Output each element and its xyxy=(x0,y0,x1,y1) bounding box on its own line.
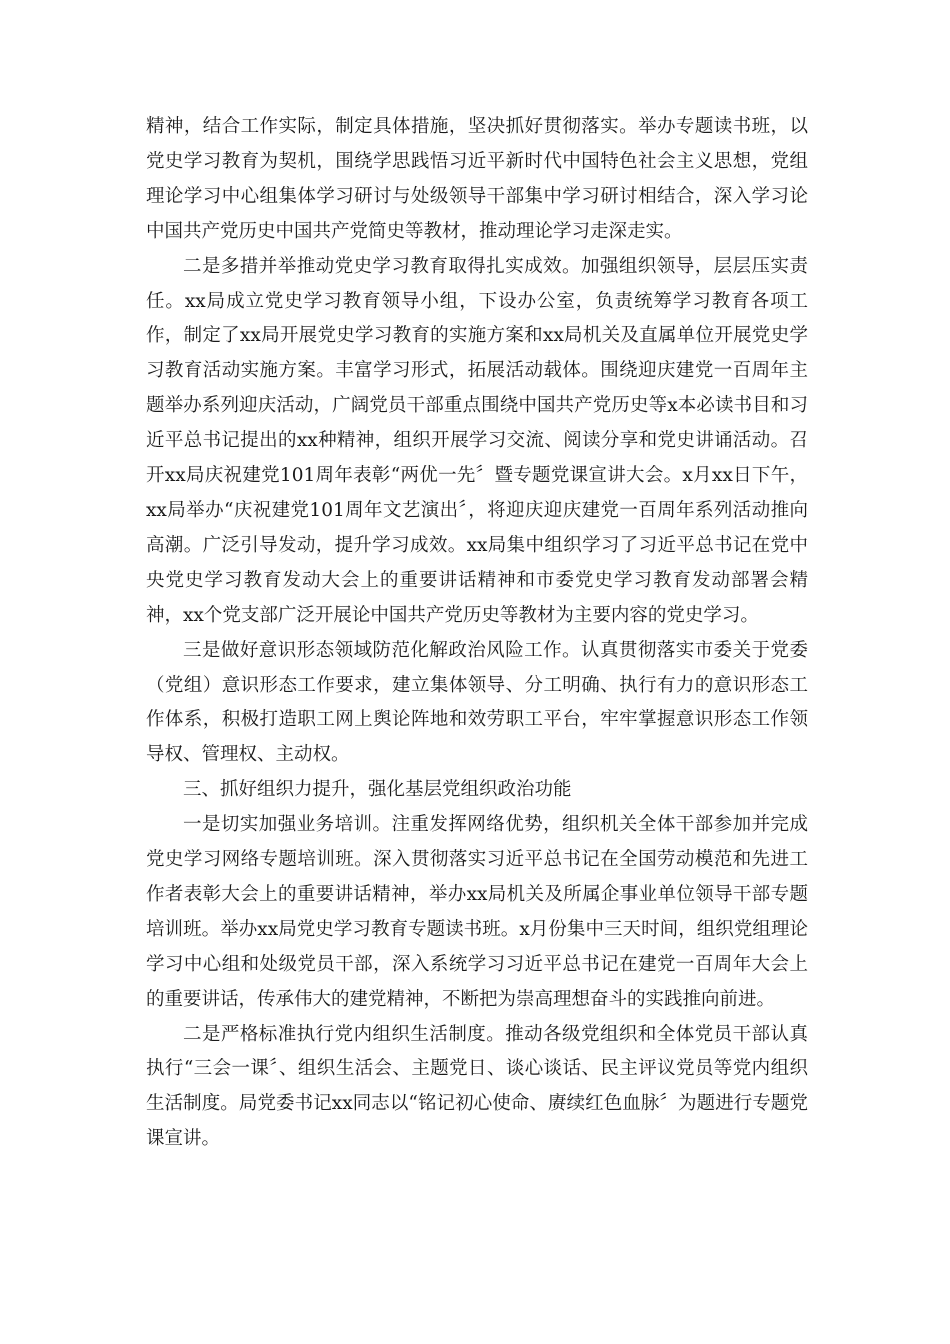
paragraph-organization-life: 二是严格标准执行党内组织生活制度。推动各级党组织和全体党员干部认真执行“三会一课〞、组织生活会、主题党日、谈心谈话、民主评议党员等党内组织生活制度。局党委书记xx同志以“铭记初心使命、赓续红色血脉〞为题进行专题党课宣讲。 xyxy=(146,1023,808,1150)
paragraph-business-training: 一是切实加强业务培训。注重发挥网络优势，组织机关全体干部参加并完成党史学习网络专题培训班。深入贯彻落实习近平总书记在全国劳动模范和先进工作者表彰大会上的重要讲话精神，举办xx局机关及所属企事业单位领导干部专题培训班。举办xx局党史学习教育专题读书班。x月份集中三天时间，组织党组理论学习中心组和处级党员干部，深入系统学习习近平总书记在建党一百周年大会上的重要讲话，传承伟大的建党精神，不断把为崇高理想奋斗的实践推向前进。 xyxy=(146,814,808,1010)
paragraph-party-history-education: 二是多措并举推动党史学习教育取得扎实成效。加强组织领导，层层压实责任。xx局成立党史学习教育领导小组，下设办公室，负责统筹学习教育各项工作，制定了xx局开展党史学习教育的实施方案和xx局机关及直属单位开展党史学习教育活动实施方案。丰富学习形式，拓展活动载体。围绕迎庆建党一百周年主题举办系列迎庆活动，广阔党员干部重点围绕中国共产党历史等x本必读书目和习近平总书记提出的xx种精神，组织开展学习交流、阅读分享和党史讲诵活动。召开xx局庆祝建党101周年表彰“两优一先〞暨专题党课宣讲大会。x月xx日下午，xx局举办“庆祝建党101周年文艺演出〞，将迎庆迎庆建党一百周年系列活动推向高潮。广泛引导发动，提升学习成效。xx局集中组织学习了习近平总书记在党中央党史学习教育发动大会上的重要讲话精神和市委党史学习教育发动部署会精神，xx个党支部广泛开展论中国共产党历史等教材为主要内容的党史学习。 xyxy=(146,255,808,626)
paragraph-ideology-work: 三是做好意识形态领域防范化解政治风险工作。认真贯彻落实市委关于党委（党组）意识形态工作要求，建立集体领导、分工明确、执行有力的意识形态工作体系，积极打造职工网上舆论阵地和效劳职工平台，牢牢掌握意识形态工作领导权、管理权、主动权。 xyxy=(146,639,808,766)
document-body xyxy=(146,110,808,1157)
paragraph-continuation: 精神，结合工作实际，制定具体措施，坚决抓好贯彻落实。举办专题读书班，以党史学习教育为契机，围绕学思践悟习近平新时代中国特色社会主义思想，党组理论学习中心组集体学习研讨与处级领导干部集中学习研讨相结合，深入学习论中国共产党历史中国共产党简史等教材，推动理论学习走深走实。 xyxy=(146,116,808,242)
section-heading-organization: 三、抓好组织力提升，强化基层党组织政治功能 xyxy=(183,779,572,801)
